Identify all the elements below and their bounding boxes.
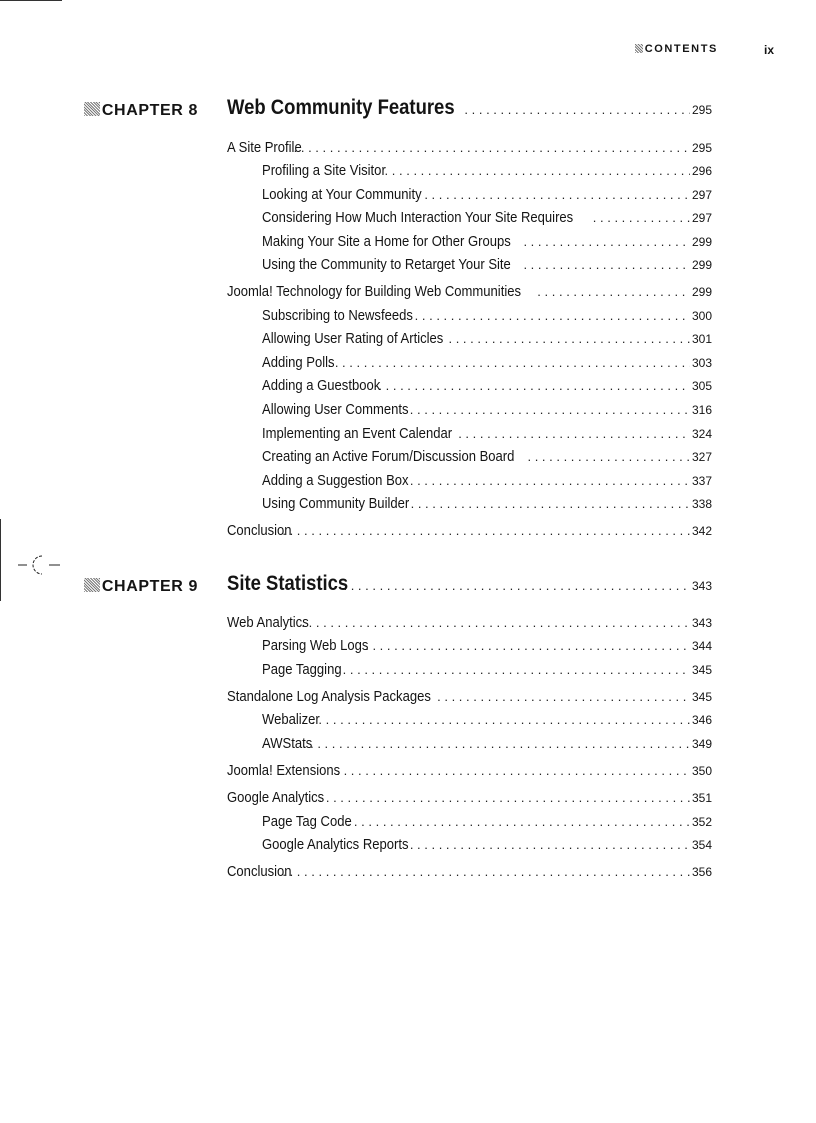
toc-entry[interactable] [262,473,712,493]
toc-entry[interactable] [262,187,712,207]
toc-entry-page: 299 [691,235,712,249]
chapter-label: CHAPTER 9 [0,578,198,596]
toc-entry[interactable] [227,864,712,884]
toc-entry-page: 338 [691,497,712,511]
dot-leader [311,712,690,727]
toc-entry-title: Joomla! Technology for Building Web Communities [227,284,522,300]
toc-entry[interactable] [262,378,712,398]
dot-leader [593,210,690,225]
dot-leader [282,864,690,879]
toc-entry-title: Subscribing to Newsfeeds [262,308,413,324]
toc-entry[interactable] [262,712,712,732]
dot-leader [294,140,690,155]
toc-entry[interactable] [262,426,712,446]
toc-entry[interactable] [262,736,712,756]
toc-entry[interactable] [262,331,712,351]
toc-entry-page: 343 [691,616,712,630]
dot-leader [385,163,690,178]
dot-leader [523,257,690,272]
toc-entry-page: 327 [691,450,712,464]
toc-entry[interactable] [262,234,712,254]
toc-entry[interactable] [262,837,712,857]
toc-entry[interactable] [262,308,712,328]
toc-entry[interactable] [262,814,712,834]
running-head-section: CONTENTS [635,43,718,55]
toc-entry-title: AWStats [262,736,313,752]
toc-entry-page: 354 [691,838,712,852]
toc-entry-title: Webalizer [262,712,320,728]
chapter-page-number: 343 [691,579,712,593]
toc-entry-page: 344 [691,639,712,653]
toc-entry[interactable] [262,163,712,183]
toc-entry[interactable] [262,210,712,230]
chapter-title-entry[interactable] [227,96,712,122]
dot-leader [424,187,690,202]
toc-entry-title: Looking at Your Community [262,187,422,203]
dot-leader [437,689,690,704]
toc-entry[interactable] [227,284,712,304]
dot-leader [301,615,690,630]
chapter-title-entry[interactable] [227,572,712,598]
dot-leader [415,308,690,323]
toc-entry[interactable] [227,763,712,783]
running-head-page-number: ix [763,43,774,57]
toc-entry-title: Adding a Suggestion Box [262,473,409,489]
dot-leader [410,473,690,488]
toc-entry-page: 346 [691,713,712,727]
toc-entry-page: 301 [691,332,712,346]
dot-leader [365,638,690,653]
toc-entry-page: 303 [691,356,712,370]
dot-leader [448,331,689,346]
toc-entry-page: 337 [691,474,712,488]
chapter-label: CHAPTER 8 [0,102,198,120]
toc-entry[interactable] [262,662,712,682]
toc-entry-title: Profiling a Site Visitor [262,163,386,179]
toc-entry-page: 352 [691,815,712,829]
toc-entry-title: Adding Polls [262,355,335,371]
toc-entry-page: 351 [691,791,712,805]
toc-entry-title: Conclusion [227,864,292,880]
toc-entry-title: Allowing User Rating of Articles [262,331,444,347]
chapter-page-number: 295 [691,103,712,117]
toc-entry-title: Google Analytics [227,790,325,806]
toc-entry[interactable] [262,257,712,277]
toc-entry-page: 342 [691,524,712,538]
toc-entry-page: 345 [691,690,712,704]
toc-entry[interactable] [227,523,712,543]
dot-leader [343,578,689,593]
toc-entry[interactable] [227,790,712,810]
toc-entry[interactable] [262,402,712,422]
toc-entry-title: Considering How Much Interaction Your Site Requires [262,210,574,226]
toc-entry-title: Google Analytics Reports [262,837,409,853]
toc-entry[interactable] [262,449,712,469]
dot-leader [410,402,690,417]
dot-leader [537,284,690,299]
dot-leader [335,662,690,677]
toc-entry-title: A Site Profile [227,140,302,156]
toc-entry-title: Standalone Log Analysis Packages [227,689,431,705]
dot-leader [319,790,690,805]
toc-entry-title: Implementing an Event Calendar [262,426,453,442]
toc-entry-title: Using the Community to Retarget Your Site [262,257,511,273]
toc-entry-page: 300 [691,309,712,323]
toc-entry-page: 299 [691,258,712,272]
dot-leader [303,736,690,751]
dot-leader [378,378,690,393]
toc-entry-page: 349 [691,737,712,751]
dot-leader [523,234,690,249]
toc-entry[interactable] [227,615,712,635]
dot-leader [458,426,690,441]
dot-leader [527,449,690,464]
dot-leader [282,523,690,538]
toc-entry-page: 350 [691,764,712,778]
toc-entry-title: Page Tag Code [262,814,352,830]
registration-mark-icon [18,552,62,578]
toc-entry-page: 356 [691,865,712,879]
dot-leader [336,763,690,778]
toc-entry-title: Web Analytics [227,615,309,631]
toc-entry[interactable] [262,355,712,375]
toc-entry-page: 345 [691,663,712,677]
toc-entry-title: Page Tagging [262,662,342,678]
dot-leader [347,814,690,829]
toc-entry-title: Using Community Builder [262,496,410,512]
toc-entry-title: Joomla! Extensions [227,763,341,779]
dot-leader [411,496,690,511]
toc-entry-page: 316 [691,403,712,417]
toc-entry-page: 324 [691,427,712,441]
toc-entry-title: Allowing User Comments [262,402,409,418]
crop-mark-top [0,0,62,1]
toc-entry-page: 296 [691,164,712,178]
dot-leader [328,355,690,370]
toc-entry[interactable] [227,689,712,709]
chapter-title: Web Community Features [227,96,455,119]
toc-entry-title: Parsing Web Logs [262,638,369,654]
toc-entry[interactable] [227,140,712,160]
running-head [560,43,774,59]
toc-entry-title: Adding a Guestbook [262,378,381,394]
toc-entry-page: 297 [691,188,712,202]
toc-entry-page: 305 [691,379,712,393]
dot-leader [464,102,690,117]
toc-entry-title: Making Your Site a Home for Other Groups [262,234,511,250]
toc-entry-title: Conclusion [227,523,292,539]
chapter-title: Site Statistics [227,572,349,595]
toc-entry-page: 295 [691,141,712,155]
dot-leader [410,837,690,852]
toc-entry-title: Creating an Active Forum/Discussion Board [262,449,515,465]
toc-entry-page: 299 [691,285,712,299]
toc-entry[interactable] [262,496,712,516]
toc-entry[interactable] [262,638,712,658]
toc-entry-page: 297 [691,211,712,225]
